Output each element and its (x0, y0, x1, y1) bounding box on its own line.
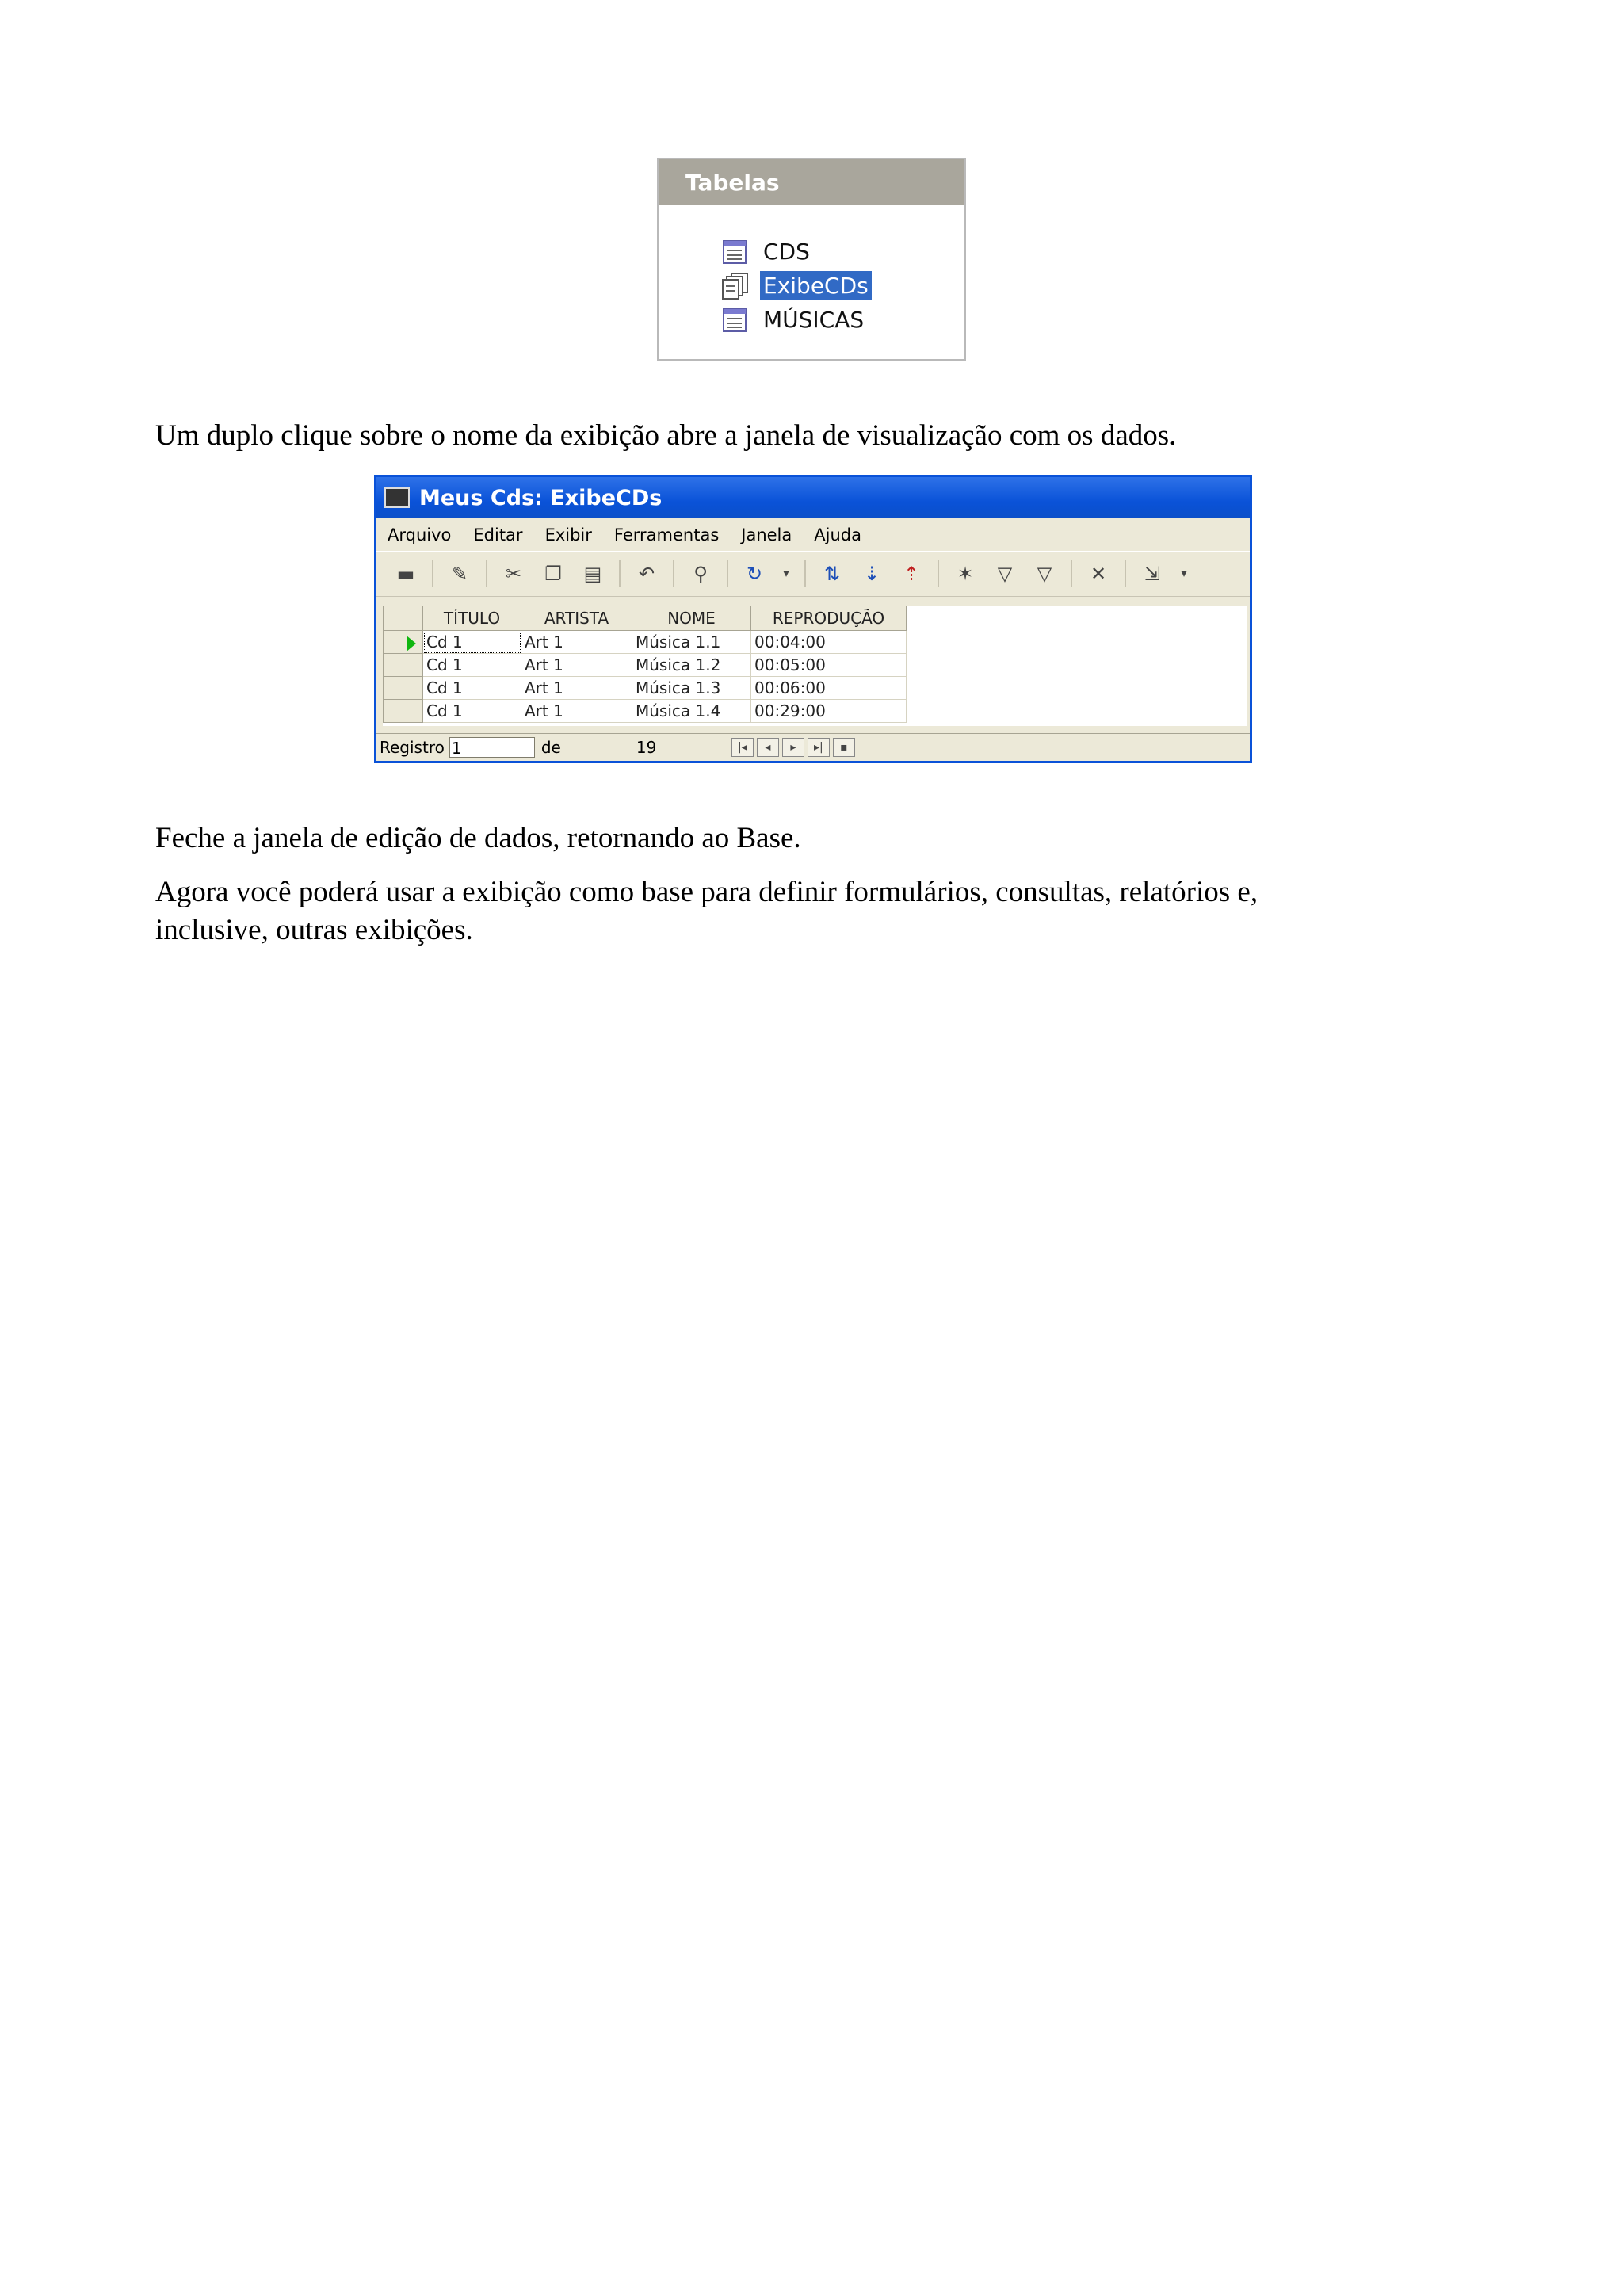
cell-reproducao[interactable]: 00:04:00 (751, 631, 907, 654)
previous-record-icon[interactable]: ◂ (757, 738, 779, 757)
paragraph-3-line-2: inclusive, outras exibições. (155, 914, 473, 946)
toolbar-separator (1125, 560, 1126, 587)
cell-artista[interactable]: Art 1 (521, 654, 632, 677)
toolbar-separator (486, 560, 487, 587)
column-header-titulo[interactable]: TÍTULO (423, 606, 521, 631)
menu-editar[interactable]: Editar (473, 525, 523, 544)
cell-nome[interactable]: Música 1.1 (632, 631, 751, 654)
table-item-cds[interactable] (722, 235, 872, 269)
cell-titulo[interactable]: Cd 1 (423, 700, 521, 723)
first-record-icon[interactable]: |◂ (731, 738, 754, 757)
new-record-icon[interactable]: ▪ (833, 738, 855, 757)
window-titlebar[interactable] (376, 477, 1250, 518)
column-header-reproducao[interactable]: REPRODUÇÃO (751, 606, 907, 631)
autofilter-icon[interactable]: ✶ (957, 563, 974, 585)
toolbar-separator (673, 560, 674, 587)
view-icon (722, 273, 749, 300)
save-icon[interactable]: ▬ (396, 563, 415, 585)
filter-icon[interactable]: ▽ (997, 563, 1013, 585)
copy-icon[interactable]: ❐ (544, 563, 562, 585)
toolbar-separator (432, 560, 433, 587)
column-header-nome[interactable]: NOME (632, 606, 751, 631)
tables-list (722, 235, 872, 337)
datasource-window (374, 475, 1252, 763)
table-row[interactable] (384, 654, 907, 677)
cell-titulo[interactable]: Cd 1 (423, 631, 521, 654)
record-status-bar (376, 733, 1250, 761)
sort-ascending-icon[interactable]: ⇣ (863, 563, 880, 585)
toolbar-separator (804, 560, 806, 587)
tables-panel-header: Tabelas (659, 159, 964, 205)
paragraph-1: Um duplo clique sobre o nome da exibição abre a janela de visualização com os dados. (155, 419, 1177, 452)
cell-artista[interactable]: Art 1 (521, 677, 632, 700)
record-of-label: de (540, 738, 561, 757)
menu-ajuda[interactable]: Ajuda (814, 525, 861, 544)
toolbar-separator (1071, 560, 1072, 587)
row-header[interactable] (384, 654, 423, 677)
grid-header-row (384, 606, 907, 631)
paragraph-3-line-1: Agora você poderá usar a exibição como base para definir formulários, consultas, relatórios e, (155, 876, 1258, 908)
cell-titulo[interactable]: Cd 1 (423, 677, 521, 700)
table-item-musicas[interactable] (722, 303, 872, 337)
row-header-current[interactable] (384, 631, 423, 654)
standard-filter-icon[interactable]: ▽ (1037, 563, 1052, 585)
cell-nome[interactable]: Música 1.2 (632, 654, 751, 677)
table-row[interactable] (384, 631, 907, 654)
table-item-label: CDS (763, 239, 810, 265)
corner-cell[interactable] (384, 606, 423, 631)
cell-artista[interactable]: Art 1 (521, 631, 632, 654)
edit-icon[interactable]: ✎ (451, 563, 468, 585)
column-header-artista[interactable]: ARTISTA (521, 606, 632, 631)
cell-reproducao[interactable]: 00:29:00 (751, 700, 907, 723)
table-icon (722, 239, 749, 266)
last-record-icon[interactable]: ▸| (808, 738, 830, 757)
cell-reproducao[interactable]: 00:05:00 (751, 654, 907, 677)
menu-exibir[interactable]: Exibir (544, 525, 592, 544)
cell-titulo[interactable]: Cd 1 (423, 654, 521, 677)
row-header[interactable] (384, 700, 423, 723)
menu-arquivo[interactable]: Arquivo (388, 525, 452, 544)
datasource-to-text-icon[interactable]: ⇲ (1144, 563, 1161, 585)
cell-reproducao[interactable]: 00:06:00 (751, 677, 907, 700)
tables-panel (657, 158, 966, 361)
menu-bar (376, 518, 1250, 551)
undo-icon[interactable]: ↶ (638, 563, 655, 585)
cut-icon[interactable]: ✂ (505, 563, 522, 585)
toolbar (376, 551, 1250, 597)
row-header[interactable] (384, 677, 423, 700)
window-title: Meus Cds: ExibeCDs (419, 485, 663, 510)
dropdown-arrow-icon[interactable]: ▾ (783, 567, 789, 580)
refresh-icon[interactable]: ↻ (746, 563, 763, 585)
toolbar-separator (619, 560, 621, 587)
table-row[interactable] (384, 677, 907, 700)
cell-artista[interactable]: Art 1 (521, 700, 632, 723)
current-record-arrow-icon (407, 636, 416, 651)
record-count: 19 (636, 738, 657, 757)
table-icon (722, 307, 749, 334)
menu-janela[interactable]: Janela (741, 525, 792, 544)
sort-descending-icon[interactable]: ⇡ (903, 563, 920, 585)
sort-icon[interactable]: ⇅ (823, 563, 841, 585)
record-number-input[interactable]: 1 (449, 737, 535, 758)
record-label: Registro (380, 738, 445, 757)
paste-icon[interactable]: ▤ (583, 563, 602, 585)
toolbar-separator (727, 560, 728, 587)
cell-nome[interactable]: Música 1.4 (632, 700, 751, 723)
paragraph-2: Feche a janela de edição de dados, retornando ao Base. (155, 822, 801, 854)
app-icon (384, 487, 410, 508)
table-row[interactable] (384, 700, 907, 723)
data-grid (383, 606, 1247, 726)
toolbar-overflow-icon[interactable]: ▾ (1181, 567, 1187, 580)
next-record-icon[interactable]: ▸ (782, 738, 804, 757)
table-item-exibecds[interactable] (722, 269, 872, 303)
menu-ferramentas[interactable]: Ferramentas (613, 525, 720, 544)
toolbar-separator (938, 560, 939, 587)
table-item-label: ExibeCDs (760, 271, 872, 300)
table-item-label: MÚSICAS (763, 307, 865, 333)
find-icon[interactable]: ⚲ (693, 563, 708, 585)
remove-filter-icon[interactable]: ✕ (1090, 563, 1107, 585)
cell-nome[interactable]: Música 1.3 (632, 677, 751, 700)
